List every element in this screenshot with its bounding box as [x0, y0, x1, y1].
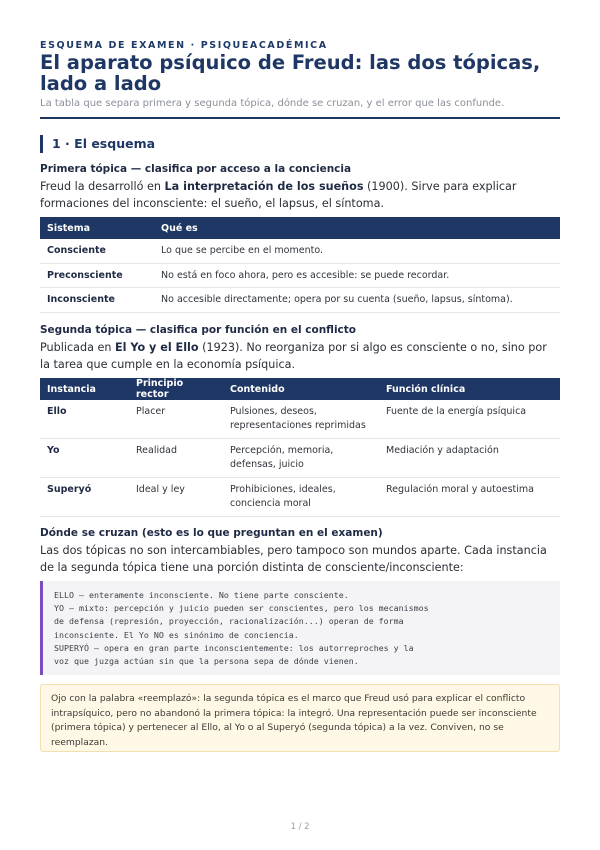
table-cell: Yo [40, 439, 129, 478]
primera-topica-heading: Primera tópica — clasifica por acceso a la conciencia [40, 163, 352, 175]
page-subtitle: La tabla que separa primera y segunda tópica, dónde se cruzan, y el error que las confunde. [40, 98, 505, 109]
kicker: ESQUEMA DE EXAMEN · PSIQUEACADÉMICA [40, 40, 328, 51]
table-cell: Ello [40, 400, 129, 439]
table-cell: Preconsciente [40, 263, 154, 288]
table-cell: Prohibiciones, ideales, conciencia moral [223, 478, 379, 517]
segunda-text-a: Publicada en [40, 341, 116, 354]
segunda-topica-table [40, 378, 560, 517]
table-cell: No accesible directamente; opera por su cuenta (sueño, lapsus, síntoma). [154, 288, 560, 313]
table-cell: Fuente de la energía psíquica [379, 400, 560, 439]
column-header: Función clínica [379, 378, 560, 400]
table-cell: Placer [129, 400, 223, 439]
table-header-row [40, 217, 560, 239]
page-number: 1 / 2 [290, 822, 310, 832]
column-header: Contenido [223, 378, 379, 400]
warning-note: Ojo con la palabra «reemplazó»: la segunda tópica es el marco que Freud usó para explicar el conflicto intrapsíquico, pero no abandonó la primera tópica: la integró. Una representación puede ser inconsciente (primera tópica) y pertenecer al Ello, al Yo o al Superyó (segunda tópica) a la vez. Conviven, no se reemplazan. [40, 684, 560, 752]
cruce-text: Las dos tópicas no son intercambiables, pero tampoco son mundos aparte. Cada instancia de la segunda tópica tiene una porción distinta de consciente/inconsciente: [40, 544, 547, 574]
segunda-topica-text [40, 340, 560, 373]
table-header-row [40, 378, 560, 400]
segunda-book-title: El Yo y el Ello [115, 341, 199, 354]
table-cell: Regulación moral y autoestima [379, 478, 560, 517]
cruce-heading: Dónde se cruzan (esto es lo que preguntan en el examen) [40, 527, 383, 539]
table-cell: Pulsiones, deseos, representaciones reprimidas [223, 400, 379, 439]
table-row [40, 263, 560, 288]
column-header: Principio rector [129, 378, 223, 400]
table-cell: Percepción, memoria, defensas, juicio [223, 439, 379, 478]
section-heading: 1 · El esquema [40, 135, 155, 153]
code-block: ELLO — enteramente inconsciente. No tiene parte consciente. YO — mixto: percepción y juicio pueden ser conscientes, pero los mecanismos de defensa (represión, proyección, racionalización...) operan de forma inconsciente. El Yo NO es sinónimo de conciencia. SUPERYÓ — opera en gran parte inconscientemente: los autorreproches y la voz que juzga actúan sin que la persona sepa de dónde vienen. [40, 581, 560, 675]
table-cell: Inconsciente [40, 288, 154, 313]
primera-text-a: Freud la desarrolló en [40, 180, 165, 193]
table-cell: Superyó [40, 478, 129, 517]
table-cell: No está en foco ahora, pero es accesible: se puede recordar. [154, 263, 560, 288]
table-cell: Realidad [129, 439, 223, 478]
page-title: El aparato psíquico de Freud: las dos tópicas, lado a lado [40, 51, 541, 95]
table-cell: Lo que se percibe en el momento. [154, 239, 560, 263]
table-cell: Mediación y adaptación [379, 439, 560, 478]
primera-book-title: La interpretación de los sueños [164, 180, 364, 193]
table-row [40, 288, 560, 313]
primera-topica-text [40, 179, 560, 212]
header-divider [40, 117, 560, 119]
table-row [40, 400, 560, 439]
column-header: Sistema [40, 217, 154, 239]
primera-text-b: (1900). Sirve para explicar formaciones del inconsciente: el sueño, el lapsus, el síntoma. [40, 180, 517, 210]
column-header: Instancia [40, 378, 129, 400]
column-header: Qué es [154, 217, 560, 239]
primera-topica-table [40, 217, 560, 313]
table-row [40, 478, 560, 517]
table-cell: Ideal y ley [129, 478, 223, 517]
segunda-topica-heading: Segunda tópica — clasifica por función en el conflicto [40, 324, 357, 336]
table-row [40, 439, 560, 478]
segunda-text-b: (1923). No reorganiza por si algo es consciente o no, sino por la tarea que cumple en la economía psíquica. [40, 341, 547, 371]
table-row [40, 239, 560, 263]
table-cell: Consciente [40, 239, 154, 263]
